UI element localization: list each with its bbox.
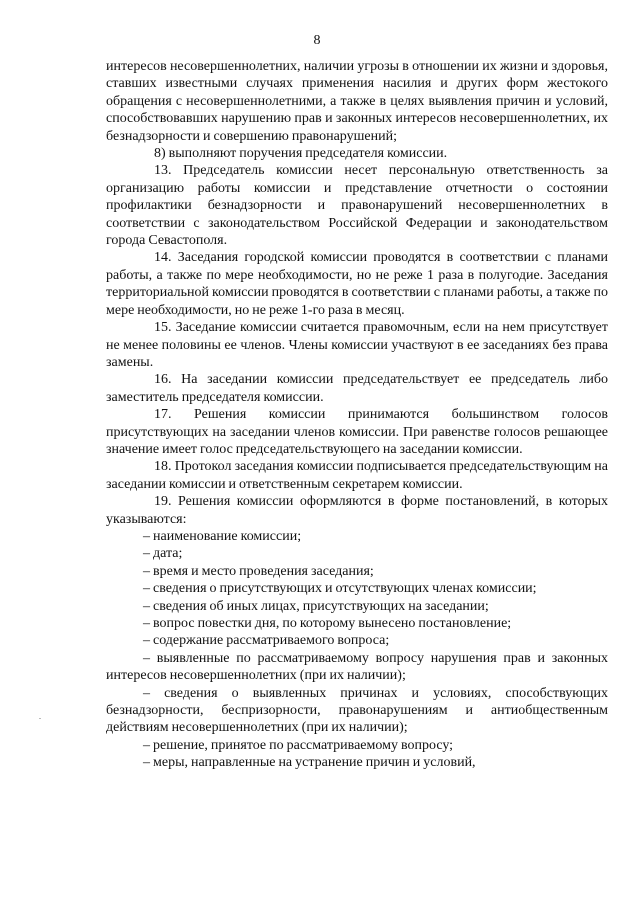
paragraph-13: 13. Председатель комиссии несет персональную ответственность за организацию работы комиссии и представление отчетности о состоянии профилактики безнадзорности и правонарушений несовершеннолетних в соответствии с законодательством Российской Федерации и законодательством города Севастополя. [106, 163, 608, 249]
list-item: – сведения об иных лицах, присутствующих на заседании; [143, 598, 489, 614]
paragraph-17: 17. Решения комиссии принимаются большинством голосов присутствующих на заседании членов комиссии. При равенстве голосов решающее значение имеет голос председательствующего на заседании комиссии. [106, 407, 608, 457]
list-item: – сведения о выявленных причинах и условиях, способствующих безнадзорности, беспризорности, правонарушениям и антиобщественным действиям несовершеннолетних (при их наличии); [106, 685, 608, 736]
paragraph-18: 18. Протокол заседания комиссии подписывается председательствующим на заседании комиссии и ответственным секретарем комиссии. [106, 459, 608, 492]
list-item: – решение, принятое по рассматриваемому вопросу; [143, 737, 454, 753]
page-number: 8 [313, 33, 321, 48]
paragraph-item-8: 8) выполняют поручения председателя комиссии. [154, 146, 448, 162]
paragraph-continuation: интересов несовершеннолетних, наличии угрозы в отношении их жизни и здоровья, ставших известными случаях применения насилия и других форм жестокого обращения с несовершеннолетними, а также в целях выявления причин и условий, способствовавших нарушению прав и законных интересов несовершеннолетних, их безнадзорности и совершению правонарушений; [106, 59, 608, 144]
list-item: – время и место проведения заседания; [143, 563, 374, 579]
list-item: – меры, направленные на устранение причин и условий, [143, 755, 476, 771]
list-item: – наименование комиссии; [143, 528, 302, 544]
list-item: – вопрос повестки дня, по которому вынесено постановление; [143, 616, 512, 631]
list-item: – выявленные по рассматриваемому вопросу нарушения прав и законных интересов несовершеннолетних (при их наличии); [106, 650, 608, 684]
document-body [106, 58, 608, 772]
paragraph-19: 19. Решения комиссии оформляются в форме постановлений, в которых указываются: [106, 494, 608, 527]
paragraph-15: 15. Заседание комиссии считается правомочным, если на нем присутствует не менее половины ее членов. Члены комиссии участвуют в ее заседаниях без права замены. [106, 320, 608, 370]
scan-speck [39, 718, 41, 719]
paragraph-14: 14. Заседания городской комиссии проводятся в соответствии с планами работы, а также по мере необходимости, но не реже 1 раза в полугодие. Заседания территориальной комиссии проводятся в соответствии с планами работы, а также по мере необходимости, но не реже 1-го раза в месяц. [106, 250, 608, 318]
paragraph-16: 16. На заседании комиссии председательствует ее председатель либо заместитель председателя комиссии. [106, 372, 608, 405]
list-item: – дата; [143, 546, 183, 562]
list-item: – сведения о присутствующих и отсутствующих членах комиссии; [143, 581, 537, 597]
list-item: – содержание рассматриваемого вопроса; [143, 633, 390, 649]
